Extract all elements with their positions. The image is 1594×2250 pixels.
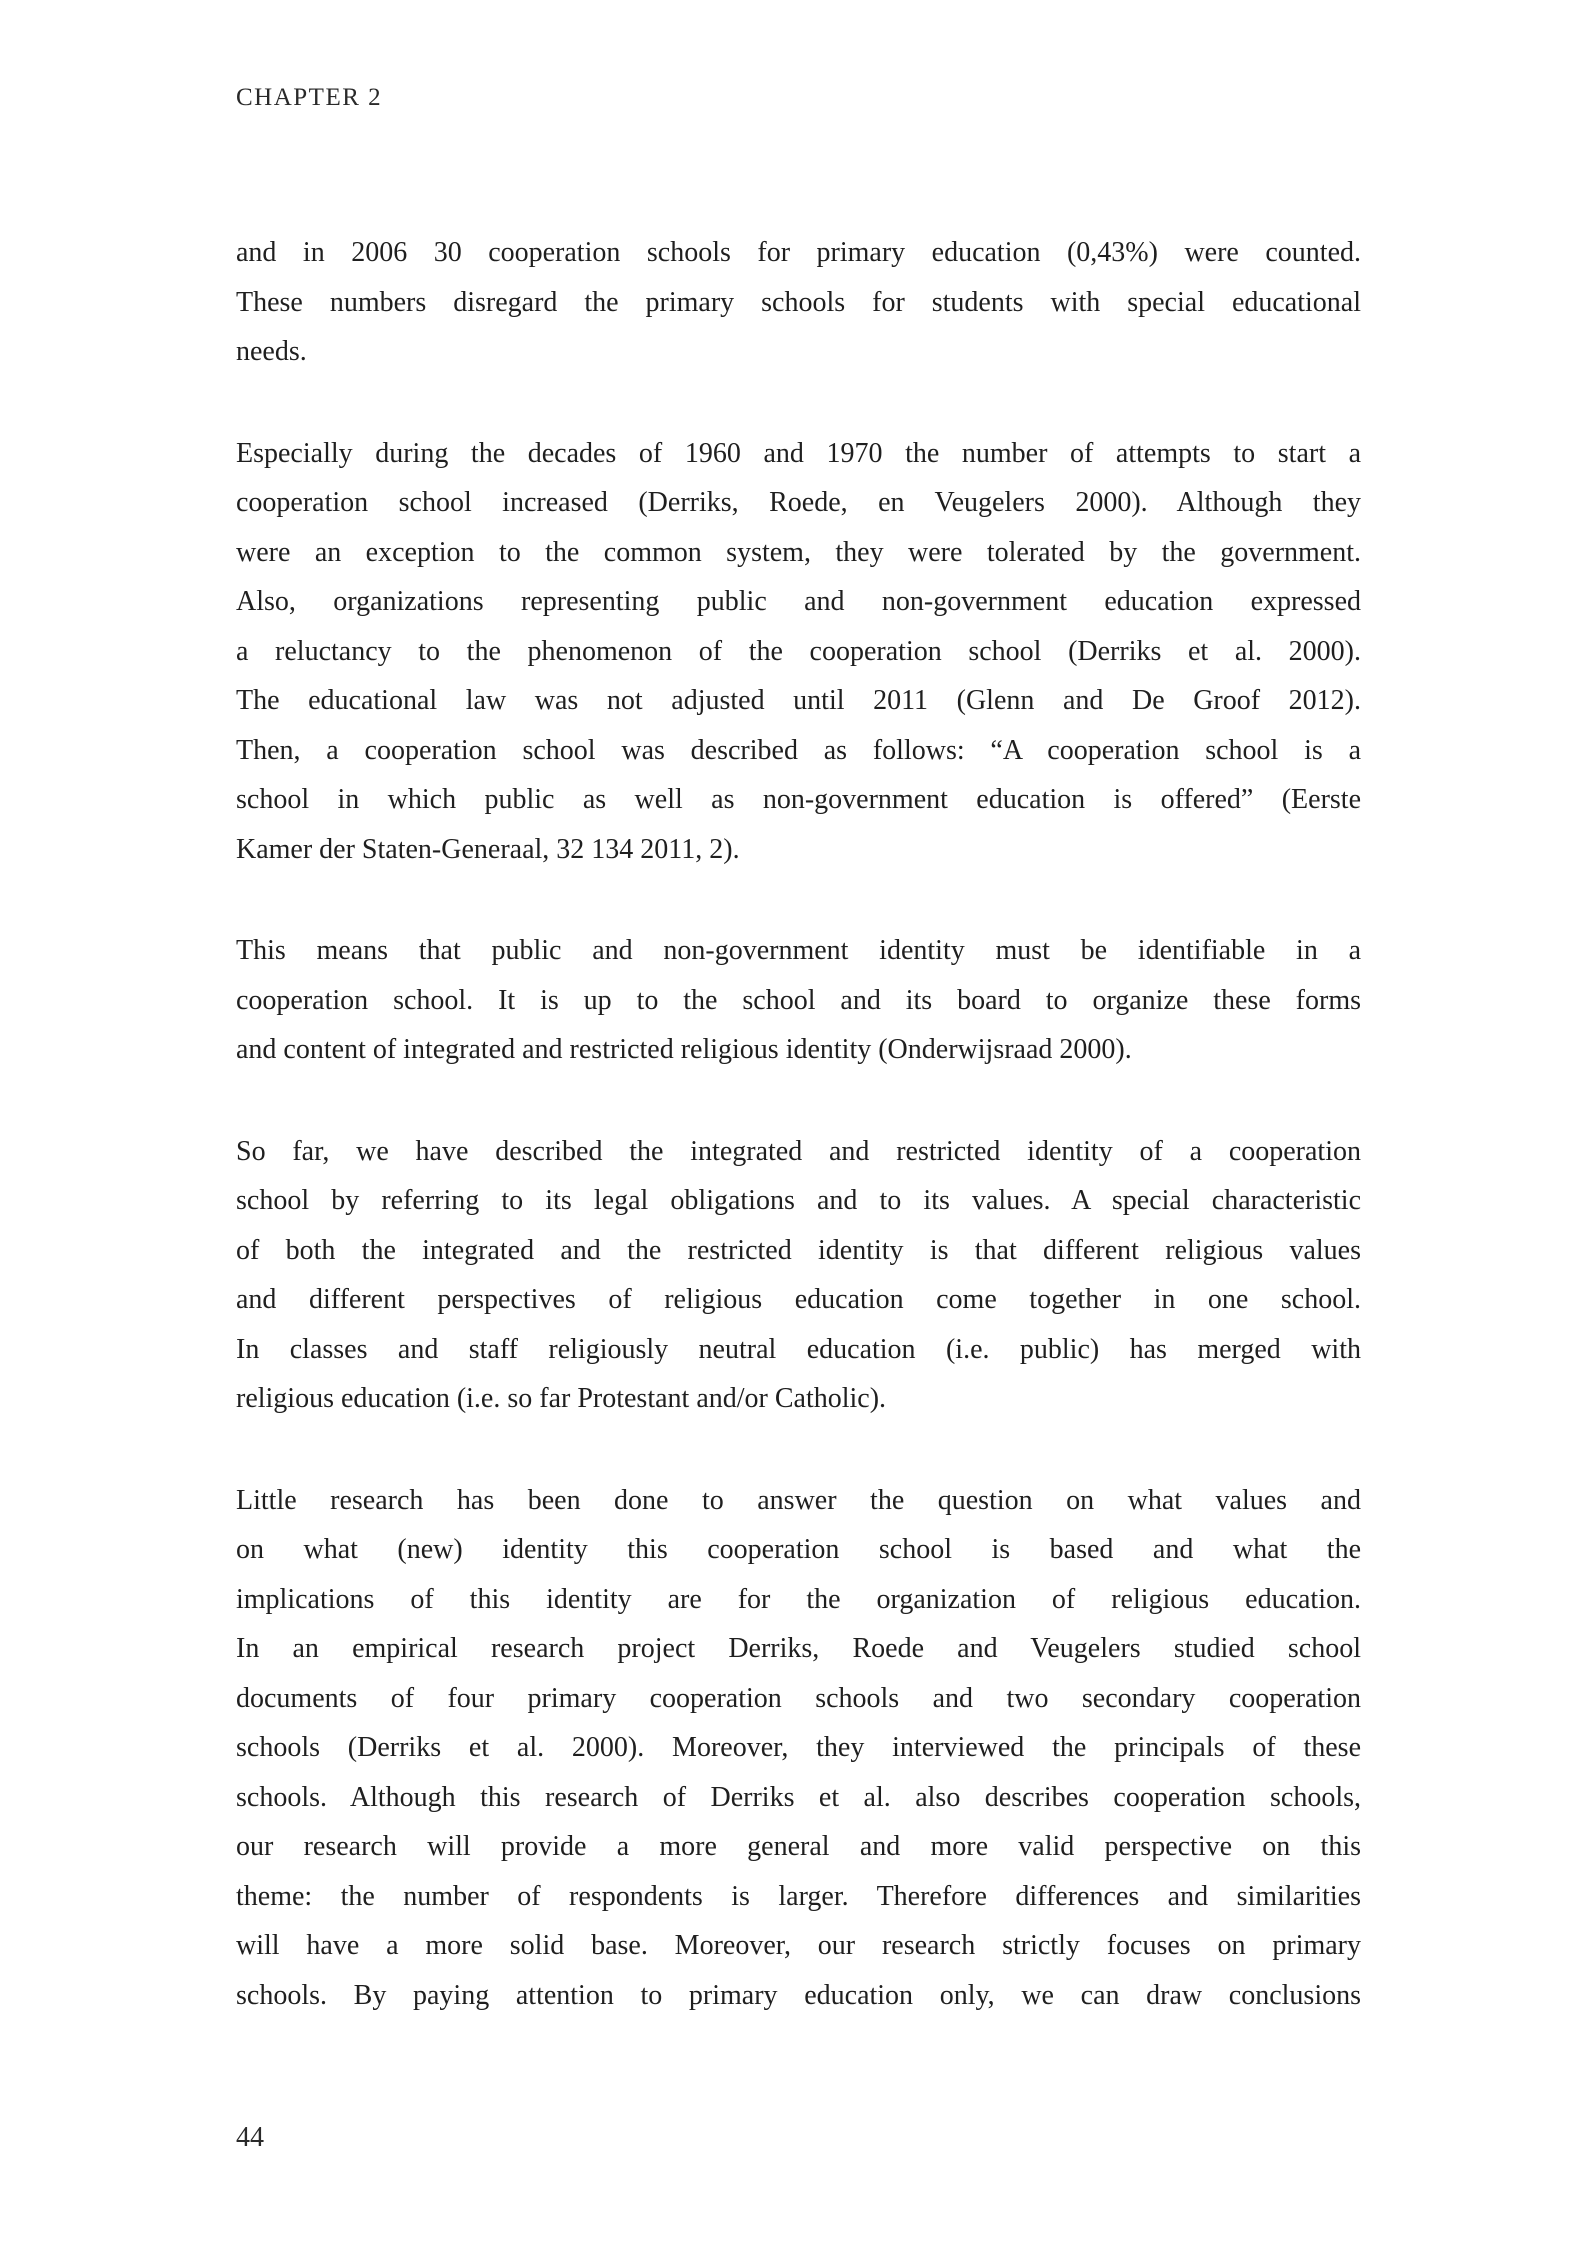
paragraph [236,926,1361,1075]
text-line: This means that public and non-government identity must be identifiable in a [236,935,1361,966]
text-line: and content of integrated and restricted religious identity (Onderwijsraad 2000). [236,1034,1132,1065]
text-line: and different perspectives of religious education come together in one school. [236,1284,1361,1315]
paragraph [236,1476,1361,2021]
text-line: In classes and staff religiously neutral education (i.e. public) has merged with [236,1333,1361,1365]
text-line: documents of four primary cooperation schools and two secondary cooperation [236,1682,1361,1714]
text-line: school in which public as well as non-government education is offered” (Eerste [236,784,1361,815]
text-line: schools. Although this research of Derriks et al. also describes cooperation schools, [236,1781,1361,1813]
text-line: theme: the number of respondents is larger. Therefore differences and similarities [236,1880,1361,1912]
text-line: The educational law was not adjusted until 2011 (Glenn and De Groof 2012). [236,685,1361,716]
text-line: religious education (i.e. so far Protestant and/or Catholic). [236,1383,887,1414]
text-line: schools (Derriks et al. 2000). Moreover, they interviewed the principals of these [236,1732,1361,1763]
paragraph [236,429,1361,875]
text-line: a reluctancy to the phenomenon of the cooperation school (Derriks et al. 2000). [236,635,1361,667]
text-line: schools. By paying attention to primary education only, we can draw conclusions [236,1979,1361,2011]
text-line: Little research has been done to answer the question on what values and [236,1484,1361,1516]
page-number: 44 [236,2122,264,2153]
text-line: Kamer der Staten-Generaal, 32 134 2011, 2). [236,833,740,865]
text-body [236,228,1361,2020]
text-line: In an empirical research project Derriks, Roede and Veugelers studied school [236,1633,1361,1664]
text-line: So far, we have described the integrated and restricted identity of a cooperation [236,1135,1361,1167]
text-line: Also, organizations representing public and non-government education expressed [236,586,1361,617]
paragraph [236,228,1361,377]
text-line: cooperation school. It is up to the school and its board to organize these forms [236,984,1361,1016]
text-line: on what (new) identity this cooperation school is based and what the [236,1534,1361,1565]
chapter-header: CHAPTER 2 [236,84,383,111]
text-line: These numbers disregard the primary schools for students with special educational [236,286,1361,318]
text-line: and in 2006 30 cooperation schools for primary education (0,43%) were counted. [236,237,1361,268]
paragraph [236,1127,1361,1424]
text-line: were an exception to the common system, they were tolerated by the government. [236,536,1361,568]
text-line: needs. [236,336,307,367]
text-line: school by referring to its legal obligations and to its values. A special characteristic [236,1185,1361,1216]
text-line: our research will provide a more general and more valid perspective on this [236,1831,1361,1862]
text-line: will have a more solid base. Moreover, our research strictly focuses on primary [236,1930,1361,1961]
text-line: cooperation school increased (Derriks, Roede, en Veugelers 2000). Although they [236,487,1361,518]
text-line: of both the integrated and the restricted identity is that different religious values [236,1234,1361,1266]
text-line: implications of this identity are for the organization of religious education. [236,1583,1361,1615]
text-line: Especially during the decades of 1960 and 1970 the number of attempts to start a [236,437,1361,469]
text-line: Then, a cooperation school was described as follows: “A cooperation school is a [236,734,1361,766]
